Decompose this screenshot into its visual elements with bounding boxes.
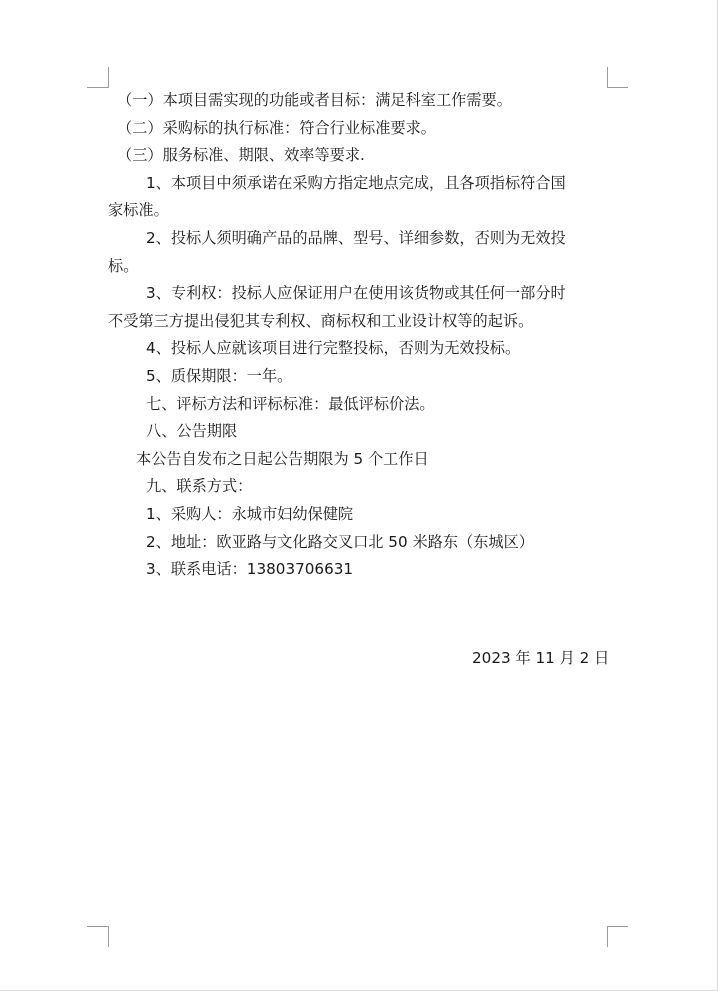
crop-mark-top-left-h	[87, 87, 108, 88]
requirement-3-line-1: 3、专利权：投标人应保证用户在使用该货物或其任何一部分时	[146, 284, 566, 303]
crop-mark-top-right-h	[607, 87, 628, 88]
document-body	[108, 87, 608, 584]
requirement-5: 5、质保期限：一年。	[146, 366, 293, 385]
requirement-2-line-2: 标。	[108, 256, 139, 275]
requirement-4: 4、投标人应就该项目进行完整投标，否则为无效投标。	[146, 339, 521, 358]
requirement-1-line-2: 家标准。	[108, 201, 169, 220]
section-heading-2: （二）采购标的执行标准：符合行业标准要求。	[117, 118, 436, 137]
section-heading-1: （一）本项目需实现的功能或者目标：满足科室工作需要。	[117, 91, 512, 109]
crop-mark-top-right-v	[607, 67, 608, 88]
requirement-1-line-1: 1、本项目中须承诺在采购方指定地点完成，且各项指标符合国	[146, 173, 566, 192]
section-7-evaluation: 七、评标方法和评标标准：最低评标价法。	[146, 394, 435, 413]
contact-purchaser: 1、采购人：永城市妇幼保健院	[146, 504, 354, 523]
crop-mark-bottom-right-h	[607, 926, 628, 927]
section-9-heading: 九、联系方式：	[146, 477, 253, 496]
crop-mark-bottom-left-h	[87, 926, 108, 927]
crop-mark-bottom-right-v	[607, 926, 608, 947]
section-8-heading: 八、公告期限	[146, 422, 238, 441]
document-date: 2023 年 11 月 2 日	[472, 649, 610, 667]
section-heading-3: （三）服务标准、期限、效率等要求.	[117, 146, 365, 165]
crop-mark-bottom-left-v	[108, 926, 109, 947]
crop-mark-top-left-v	[108, 67, 109, 88]
requirement-2-line-1: 2、投标人须明确产品的品牌、型号、详细参数，否则为无效投	[146, 228, 566, 247]
contact-phone: 3、联系电话：13803706631	[146, 560, 354, 579]
requirement-3-line-2: 不受第三方提出侵犯其专利权、商标权和工业设计权等的起诉。	[108, 311, 534, 330]
contact-address: 2、地址：欧亚路与文化路交叉口北 50 米路东（东城区）	[146, 532, 534, 551]
notice-period-text: 本公告自发布之日起公告期限为 5 个工作日	[136, 449, 429, 468]
